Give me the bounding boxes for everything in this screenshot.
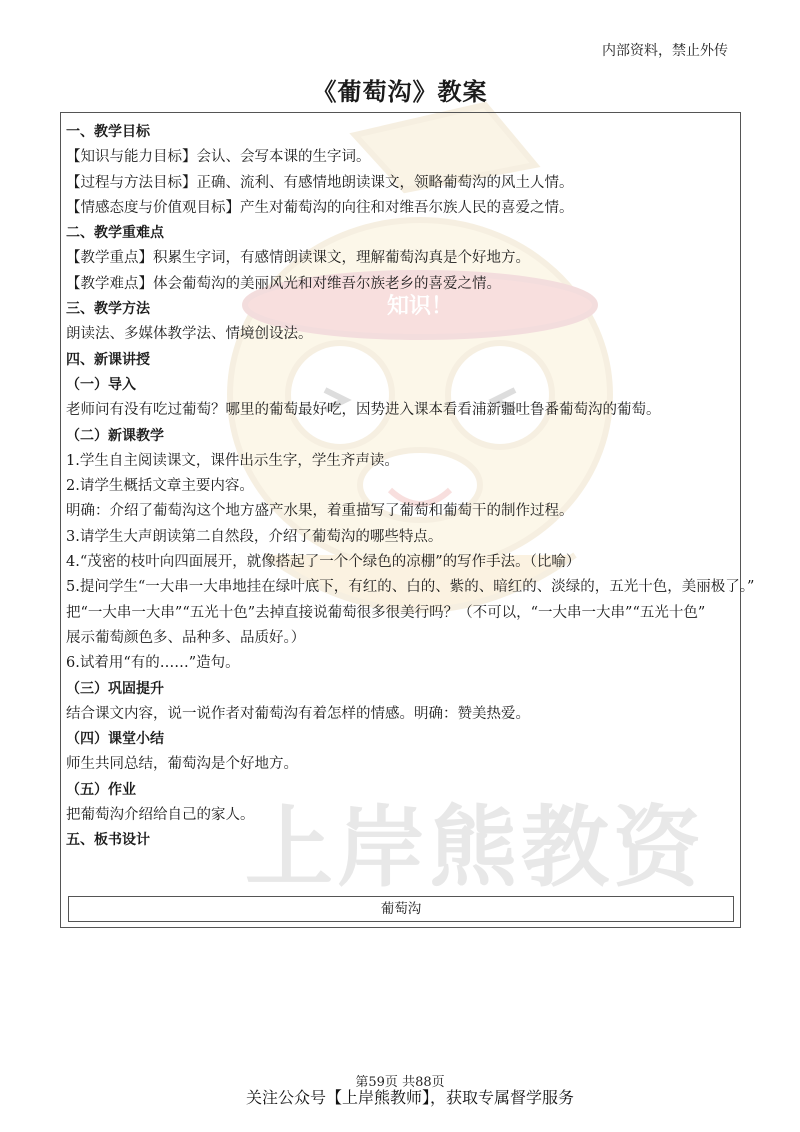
section-heading: 一、教学目标 [66, 124, 150, 140]
body-line: 【知识与能力目标】会认、会写本课的生字词。 [66, 149, 371, 166]
brand-watermark: 上岸熊教资 [245, 796, 706, 899]
body-line: 明确：介绍了葡萄沟这个地方盛产水果，着重描写了葡萄和葡萄干的制作过程。 [66, 503, 574, 520]
page-number: 第59页 共88页 [355, 1075, 445, 1090]
badge-text: 知识！ [386, 294, 454, 319]
body-line: 4.“茂密的枝叶向四面展开，就像搭起了一个个绿色的凉棚”的写作手法。（比喻） [66, 554, 581, 571]
section-heading: （二）新课教学 [66, 427, 164, 444]
body-line: 把葡萄沟介绍给自己的家人。 [66, 807, 255, 824]
board-title: 葡萄沟 [380, 901, 422, 917]
section-heading: （五）作业 [66, 781, 136, 798]
body-line: 【过程与方法目标】正确、流利、有感情地朗读课文，领略葡萄沟的风土人情。 [66, 174, 574, 191]
body-line: 结合课文内容，说一说作者对葡萄沟有着怎样的情感。明确：赞美热爱。 [66, 705, 530, 722]
section-heading: （一）导入 [66, 376, 136, 393]
body-line: 把“一大串一大串”“五光十色”去掉直接说葡萄很多很美行吗？（不可以，“一大串一大串”“五光十色” [66, 604, 706, 621]
page-title: 《葡萄沟》教案 [312, 78, 488, 106]
lesson-plan-body [66, 120, 755, 854]
confidential-notice: 内部资料，禁止外传 [602, 43, 728, 59]
body-line: 6.试着用“有的……”造句。 [66, 655, 240, 672]
section-heading: 二、教学重难点 [66, 225, 164, 242]
body-line: 展示葡萄颜色多、品种多、品质好。） [66, 629, 306, 646]
footer-note: 关注公众号【上岸熊教师】，获取专属督学服务 [245, 1088, 574, 1107]
section-heading: 四、新课讲授 [66, 351, 150, 368]
body-line: 老师问有没有吃过葡萄？哪里的葡萄最好吃，因势进入课本看看浦新疆吐鲁番葡萄沟的葡萄。 [66, 402, 661, 419]
board-design-box [68, 896, 734, 922]
body-line: 朗读法、多媒体教学法、情境创设法。 [66, 326, 313, 343]
body-line: 【教学难点】体会葡萄沟的美丽风光和对维吾尔族老乡的喜爱之情。 [66, 275, 501, 292]
section-heading: （三）巩固提升 [66, 680, 164, 697]
body-line: 【情感态度与价值观目标】产生对葡萄沟的向往和对维吾尔族人民的喜爱之情。 [66, 199, 574, 216]
body-line: 5.提问学生“一大串一大串地挂在绿叶底下，有红的、白的、紫的、暗红的、淡绿的，五光十色，美丽极了。” [66, 579, 755, 596]
section-heading: 三、教学方法 [66, 301, 150, 318]
body-line: 1.学生自主阅读课文，课件出示生字，学生齐声读。 [66, 452, 399, 469]
section-heading: 五、板书设计 [66, 832, 150, 849]
body-line: 【教学重点】积累生字词，有感情朗读课文，理解葡萄沟真是个好地方。 [66, 250, 530, 267]
body-line: 2.请学生概括文章主要内容。 [66, 478, 254, 495]
section-heading: （四）课堂小结 [66, 731, 164, 748]
body-line: 师生共同总结，葡萄沟是个好地方。 [66, 756, 298, 773]
body-line: 3.请学生大声朗读第二自然段，介绍了葡萄沟的哪些特点。 [66, 528, 443, 545]
